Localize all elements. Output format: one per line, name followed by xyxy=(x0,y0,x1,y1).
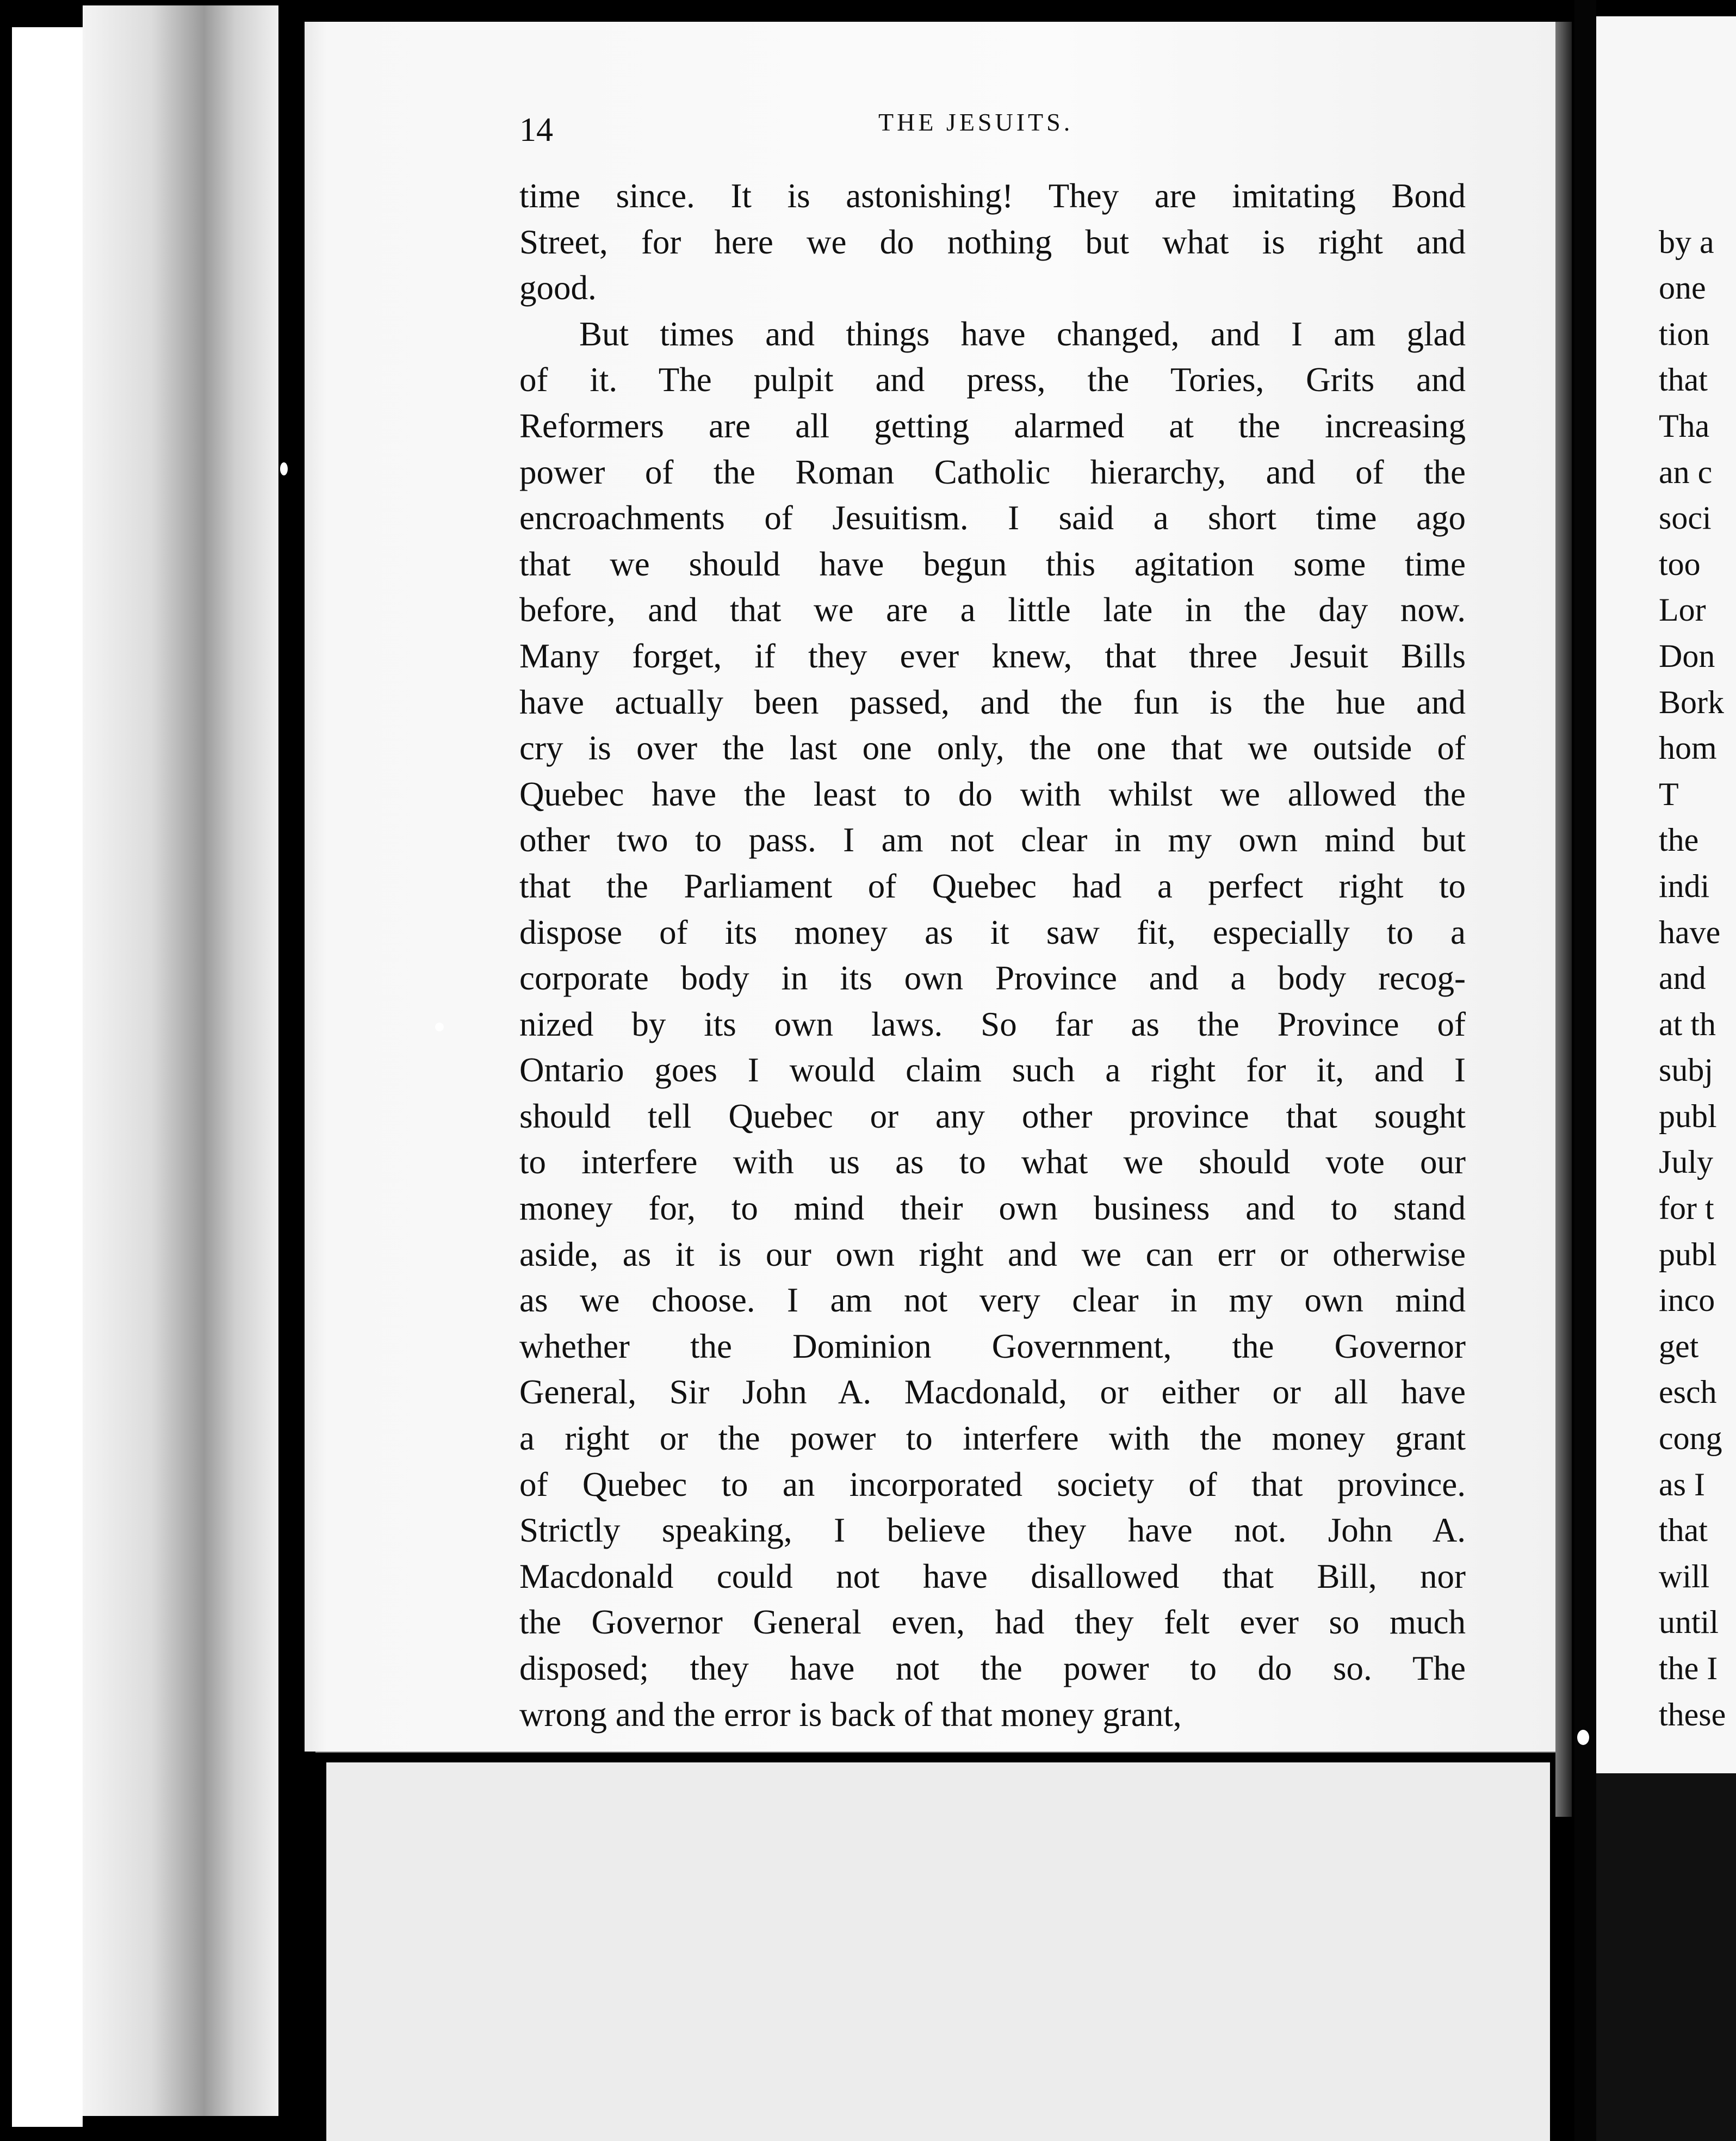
text-line: Reformers are all getting alarmed at the increasing xyxy=(519,406,1466,445)
right-page-line: T xyxy=(1659,776,1679,812)
right-page-line xyxy=(1659,173,1736,219)
text-line: a right or the power to interfere with the money grant xyxy=(519,1419,1466,1458)
text-line: whether the Dominion Government, the Governor xyxy=(519,1327,1466,1365)
right-page-line: one xyxy=(1659,270,1706,306)
text-line: aside, as it is our own right and we can err or otherwise xyxy=(519,1235,1466,1273)
left-scan-margin xyxy=(12,27,83,2127)
book-gutter xyxy=(83,5,278,2116)
text-line: of Quebec to an incorporated society of that province. xyxy=(519,1465,1466,1503)
text-line: corporate body in its own Province and a body recog- xyxy=(519,959,1466,998)
text-line: dispose of its money as it saw fit, especially to a xyxy=(519,913,1466,951)
scan-speck xyxy=(435,1023,444,1031)
text-line: good. xyxy=(519,269,597,307)
right-page-line: the I xyxy=(1659,1650,1718,1686)
right-page-lower-shadow xyxy=(1596,1773,1736,2141)
text-line: of it. The pulpit and press, the Tories, Grits and xyxy=(519,361,1466,399)
text-line: Ontario goes I would claim such a right for it, and I xyxy=(519,1051,1466,1090)
text-line: other two to pass. I am not clear in my own mind but xyxy=(519,821,1466,859)
text-line: before, and that we are a little late in the day now. xyxy=(519,591,1466,629)
right-page-line: too xyxy=(1659,546,1701,582)
right-page-line: publ xyxy=(1659,1098,1717,1134)
right-page-text-fragment xyxy=(1659,173,1736,1737)
text-line: money for, to mind their own business and to stand xyxy=(519,1189,1466,1228)
text-line: Street, for here we do nothing but what is right and xyxy=(519,222,1466,261)
text-line: as we choose. I am not very clear in my own mind xyxy=(519,1281,1466,1320)
right-page-line: and xyxy=(1659,960,1706,997)
text-line: But times and things have changed, and I am glad xyxy=(579,314,1466,353)
text-line: that the Parliament of Quebec had a perfect right to xyxy=(519,867,1466,905)
page-header xyxy=(519,108,1466,146)
text-line: General, Sir John A. Macdonald, or either or all have xyxy=(519,1373,1466,1412)
right-page-line: indi xyxy=(1659,868,1710,904)
text-line: the Governor General even, had they felt ever so much xyxy=(519,1603,1466,1642)
right-page-line: have xyxy=(1659,914,1721,950)
right-page-line: tion xyxy=(1659,315,1710,352)
text-line: to interfere with us as to what we should vote our xyxy=(519,1143,1466,1181)
page-body-text xyxy=(519,173,1466,1737)
right-page-line: inco xyxy=(1659,1282,1715,1319)
right-page-line: soci xyxy=(1659,500,1712,536)
spine-divider xyxy=(1574,0,1596,2141)
right-page-line: by a xyxy=(1659,224,1714,260)
page-number: 14 xyxy=(519,112,553,148)
lower-page-edge xyxy=(326,1762,1550,2141)
right-page-line: as I xyxy=(1659,1466,1705,1502)
right-page-line: publ xyxy=(1659,1236,1717,1272)
text-line: Many forget, if they ever knew, that three Jesuit Bills xyxy=(519,636,1466,675)
text-line: Quebec have the least to do with whilst we allowed the xyxy=(519,775,1466,813)
text-line: Macdonald could not have disallowed that Bill, nor xyxy=(519,1557,1466,1595)
text-line: cry is over the last one only, the one that we outside of xyxy=(519,729,1466,768)
scan-speck xyxy=(280,462,288,475)
text-line: should tell Quebec or any other province that sought xyxy=(519,1097,1466,1135)
right-page-line: will xyxy=(1659,1558,1710,1594)
text-line: that we should have begun this agitation some time xyxy=(519,544,1466,583)
page-edge-shadow xyxy=(1555,22,1572,1817)
right-page-line: hom xyxy=(1659,730,1717,766)
scan-speck xyxy=(1577,1730,1589,1745)
right-page-line: for t xyxy=(1659,1190,1714,1227)
text-line: wrong and the error is back of that money grant, xyxy=(519,1695,1182,1734)
right-page-line: subj xyxy=(1659,1052,1714,1088)
right-page-line: that xyxy=(1659,362,1708,398)
right-page-line: until xyxy=(1659,1604,1719,1641)
right-page-line: that xyxy=(1659,1512,1708,1549)
text-line: time since. It is astonishing! They are imitating Bond xyxy=(519,177,1466,215)
text-line: Strictly speaking, I believe they have not. John A. xyxy=(519,1511,1466,1550)
right-page-line: Don xyxy=(1659,638,1715,674)
text-line: disposed; they have not the power to do so. The xyxy=(519,1649,1466,1687)
text-line: power of the Roman Catholic hierarchy, and of the xyxy=(519,453,1466,491)
right-page-line: get xyxy=(1659,1328,1699,1364)
right-page-line: Lor xyxy=(1659,592,1706,628)
text-line: encroachments of Jesuitism. I said a short time ago xyxy=(519,499,1466,537)
text-line: have actually been passed, and the fun is the hue and xyxy=(519,683,1466,721)
right-page-line: at th xyxy=(1659,1006,1716,1042)
running-head: THE JESUITS. xyxy=(878,108,1074,136)
right-page-line: July xyxy=(1659,1144,1714,1180)
right-page-line: an c xyxy=(1659,454,1713,490)
right-page-line: these xyxy=(1659,1696,1726,1732)
right-page-line: the xyxy=(1659,822,1699,858)
right-page-line: esch xyxy=(1659,1374,1717,1410)
text-line: nized by its own laws. So far as the Province of xyxy=(519,1005,1466,1043)
right-page-line: Bork xyxy=(1659,684,1724,720)
right-page-line: cong xyxy=(1659,1420,1722,1457)
right-page-line: Tha xyxy=(1659,407,1710,444)
